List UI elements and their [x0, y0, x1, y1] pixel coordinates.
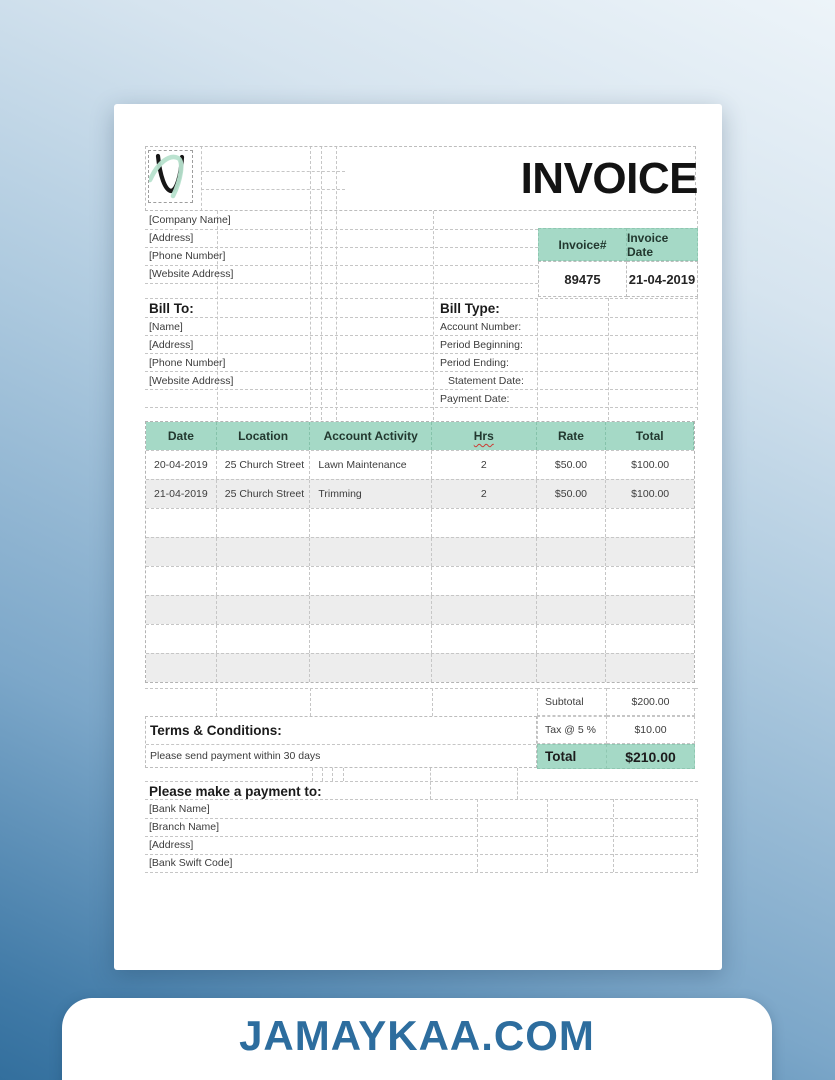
col-header-rate: Rate	[537, 422, 607, 450]
bill-type-period-beginning: Period Beginning:	[440, 339, 523, 351]
cell-activity: Trimming	[310, 480, 432, 508]
cell-location: 25 Church Street	[217, 451, 311, 479]
total-row	[537, 744, 695, 769]
company-website: [Website Address]	[149, 268, 234, 280]
bill-type-statement-date: Statement Date:	[448, 375, 524, 387]
table-row-empty	[146, 537, 694, 566]
invoice-document	[114, 104, 722, 970]
tax-value: $10.00	[607, 716, 695, 744]
cell-hrs: 2	[432, 451, 537, 479]
bank-swift-code: [Bank Swift Code]	[149, 857, 233, 869]
watermark-text: JAMAYKAA.COM	[239, 1012, 595, 1059]
payment-heading: Please make a payment to:	[149, 784, 322, 799]
table-header-row	[146, 422, 694, 450]
cell-total: $100.00	[631, 488, 670, 500]
company-name: [Company Name]	[149, 214, 231, 226]
cell-hrs: 2	[432, 480, 537, 508]
invoice-number-label: Invoice#	[538, 228, 627, 261]
table-row-empty	[146, 595, 694, 624]
invoice-number-value: 89475	[538, 261, 627, 297]
col-header-date: Date	[146, 422, 217, 450]
total-value: $210.00	[607, 744, 695, 769]
company-address: [Address]	[149, 232, 194, 244]
bill-type-account-number: Account Number:	[440, 321, 522, 333]
terms-body: Please send payment within 30 days	[150, 750, 321, 762]
subtotal-row	[537, 688, 695, 716]
bill-to-heading: Bill To:	[149, 301, 194, 316]
company-phone: [Phone Number]	[149, 250, 226, 262]
table-row-empty	[146, 624, 694, 653]
invoice-date-value: 21-04-2019	[627, 261, 698, 297]
cell-activity: Lawn Maintenance	[310, 451, 432, 479]
cell-date: 21-04-2019	[146, 480, 217, 508]
total-label: Total	[537, 744, 607, 769]
table-row	[146, 479, 694, 508]
table-row	[146, 450, 694, 479]
bank-name: [Bank Name]	[149, 803, 210, 815]
table-row-empty	[146, 566, 694, 595]
bill-to-website: [Website Address]	[149, 375, 234, 387]
bill-type-payment-date: Payment Date:	[440, 393, 510, 405]
invoice-date-label: Invoice Date	[627, 228, 698, 261]
cell-rate: $50.00	[537, 480, 607, 508]
tax-label: Tax @ 5 %	[537, 716, 607, 744]
cell-date: 20-04-2019	[146, 451, 217, 479]
col-header-location: Location	[217, 422, 311, 450]
col-header-account-activity: Account Activity	[310, 422, 432, 450]
table-row-empty	[146, 508, 694, 537]
bill-type-period-ending: Period Ending:	[440, 357, 509, 369]
brand-logo-icon	[149, 151, 192, 202]
cell-total: $100.00	[631, 459, 670, 471]
col-header-hrs: Hrs	[432, 422, 537, 450]
activity-table	[145, 421, 695, 683]
watermark-banner	[62, 998, 772, 1080]
bill-to-address: [Address]	[149, 339, 194, 351]
cell-location: 25 Church Street	[217, 480, 311, 508]
bill-to-phone: [Phone Number]	[149, 357, 226, 369]
invoice-meta-values	[538, 261, 698, 297]
tax-row	[537, 716, 695, 744]
table-row-empty	[146, 653, 694, 682]
terms-box	[145, 716, 537, 768]
branch-name: [Branch Name]	[149, 821, 220, 833]
subtotal-value: $200.00	[607, 688, 695, 716]
cell-rate: $50.00	[537, 451, 607, 479]
bank-address: [Address]	[149, 839, 194, 851]
bill-type-heading: Bill Type:	[440, 301, 500, 316]
invoice-meta-header	[538, 228, 698, 261]
subtotal-label: Subtotal	[537, 688, 607, 716]
terms-heading: Terms & Conditions:	[146, 717, 536, 745]
col-header-total: Total	[606, 422, 694, 450]
bill-to-name: [Name]	[149, 321, 183, 333]
invoice-title: INVOICE	[520, 154, 698, 203]
company-logo	[148, 150, 193, 203]
